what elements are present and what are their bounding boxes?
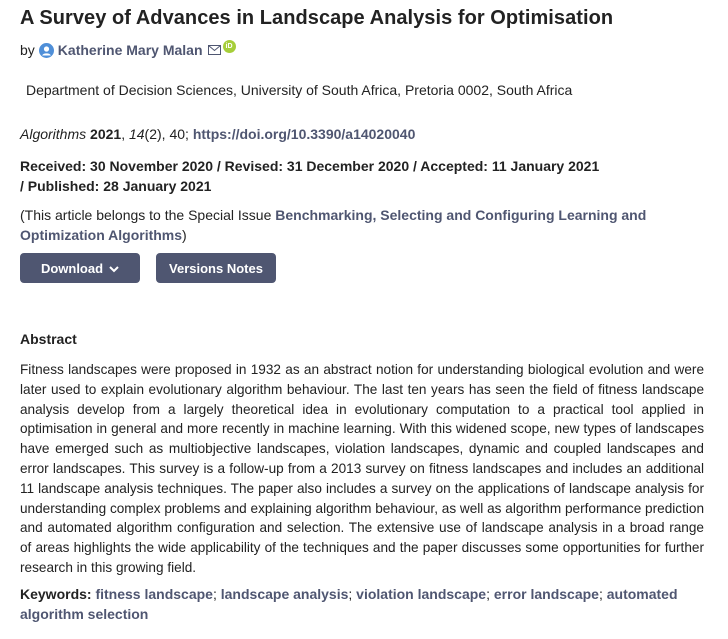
special-issue-note: [20, 205, 710, 245]
versions-notes-button[interactable]: [156, 253, 276, 283]
author-avatar-icon: [39, 43, 54, 58]
citation-volume: 14: [128, 126, 145, 142]
abstract-heading: Abstract: [20, 331, 77, 347]
citation-article-number: , 40;: [161, 126, 193, 142]
keyword-link[interactable]: error landscape: [493, 586, 599, 602]
orcid-icon[interactable]: iD: [223, 40, 236, 53]
keywords-label: Keywords:: [20, 586, 96, 602]
keyword-link[interactable]: automated algorithm selection: [20, 586, 678, 622]
keyword-link[interactable]: violation landscape: [356, 586, 487, 602]
keywords: Keywords: fitness landscape; landscape analysis; violation landscape; error landscape; automated algorithm selection: [20, 586, 678, 622]
keyword-link[interactable]: fitness landscape: [95, 586, 213, 602]
email-icon[interactable]: [208, 42, 221, 58]
by-label: by: [20, 42, 35, 58]
article-title: A Survey of Advances in Landscape Analysis for Optimisation: [20, 7, 614, 29]
publication-dates: Received: 30 November 2020 / Revised: 31 December 2020 / Accepted: 11 January 2021 / Published: 28 January 2021: [20, 158, 600, 194]
citation-year: 2021: [90, 126, 122, 142]
special-issue-prefix: (This article belongs to the Special Issue: [20, 207, 276, 223]
download-button[interactable]: [20, 253, 140, 283]
citation: Algorithms 2021, 14(2), 40; https://doi.org/10.3390/a14020040: [20, 126, 416, 142]
keyword-link[interactable]: landscape analysis: [220, 586, 349, 602]
byline: [20, 42, 236, 58]
special-issue-link[interactable]: Benchmarking, Selecting and Configuring Learning and Optimization Algorithms: [20, 207, 647, 243]
affiliation: Department of Decision Sciences, University of South Africa, Pretoria 0002, South Africa: [26, 82, 573, 98]
doi-link[interactable]: https://doi.org/10.3390/a14020040: [192, 126, 416, 142]
chevron-down-icon: [109, 261, 119, 276]
special-issue-suffix: ): [182, 227, 187, 243]
download-button-label: Download: [40, 260, 104, 276]
versions-notes-label: Versions Notes: [169, 260, 263, 276]
citation-issue: (2): [144, 126, 162, 142]
author-link[interactable]: Katherine Mary Malan: [57, 42, 203, 58]
abstract-text: Fitness landscapes were proposed in 1932 as an abstract notion for understanding biological evolution and were later used to explain evolutionary algorithm behaviour. The last ten years has seen the field of fitness landscape analysis develop from a largely theoretical idea in evolutionary computation to a practical tool applied in optimisation in general and more recently in machine learning. With this widened scope, new types of landscapes have emerged such as multiobjective landscapes, violation landscapes, dynamic and coupled landscapes and error landscapes. This survey is a follow-up from a 2013 survey on fitness landscapes and includes an additional 11 landscape analysis techniques. The paper also includes a survey on the applications of landscape analysis for understanding complex problems and explaining algorithm behaviour, as well as algorithm performance prediction and automated algorithm configuration and selection. The extensive use of landscape analysis in a broad range of areas highlights the wide applicability of the techniques and the paper discusses some opportunities for further research in this growing field.: [20, 362, 704, 575]
journal-name: Algorithms: [20, 126, 91, 142]
